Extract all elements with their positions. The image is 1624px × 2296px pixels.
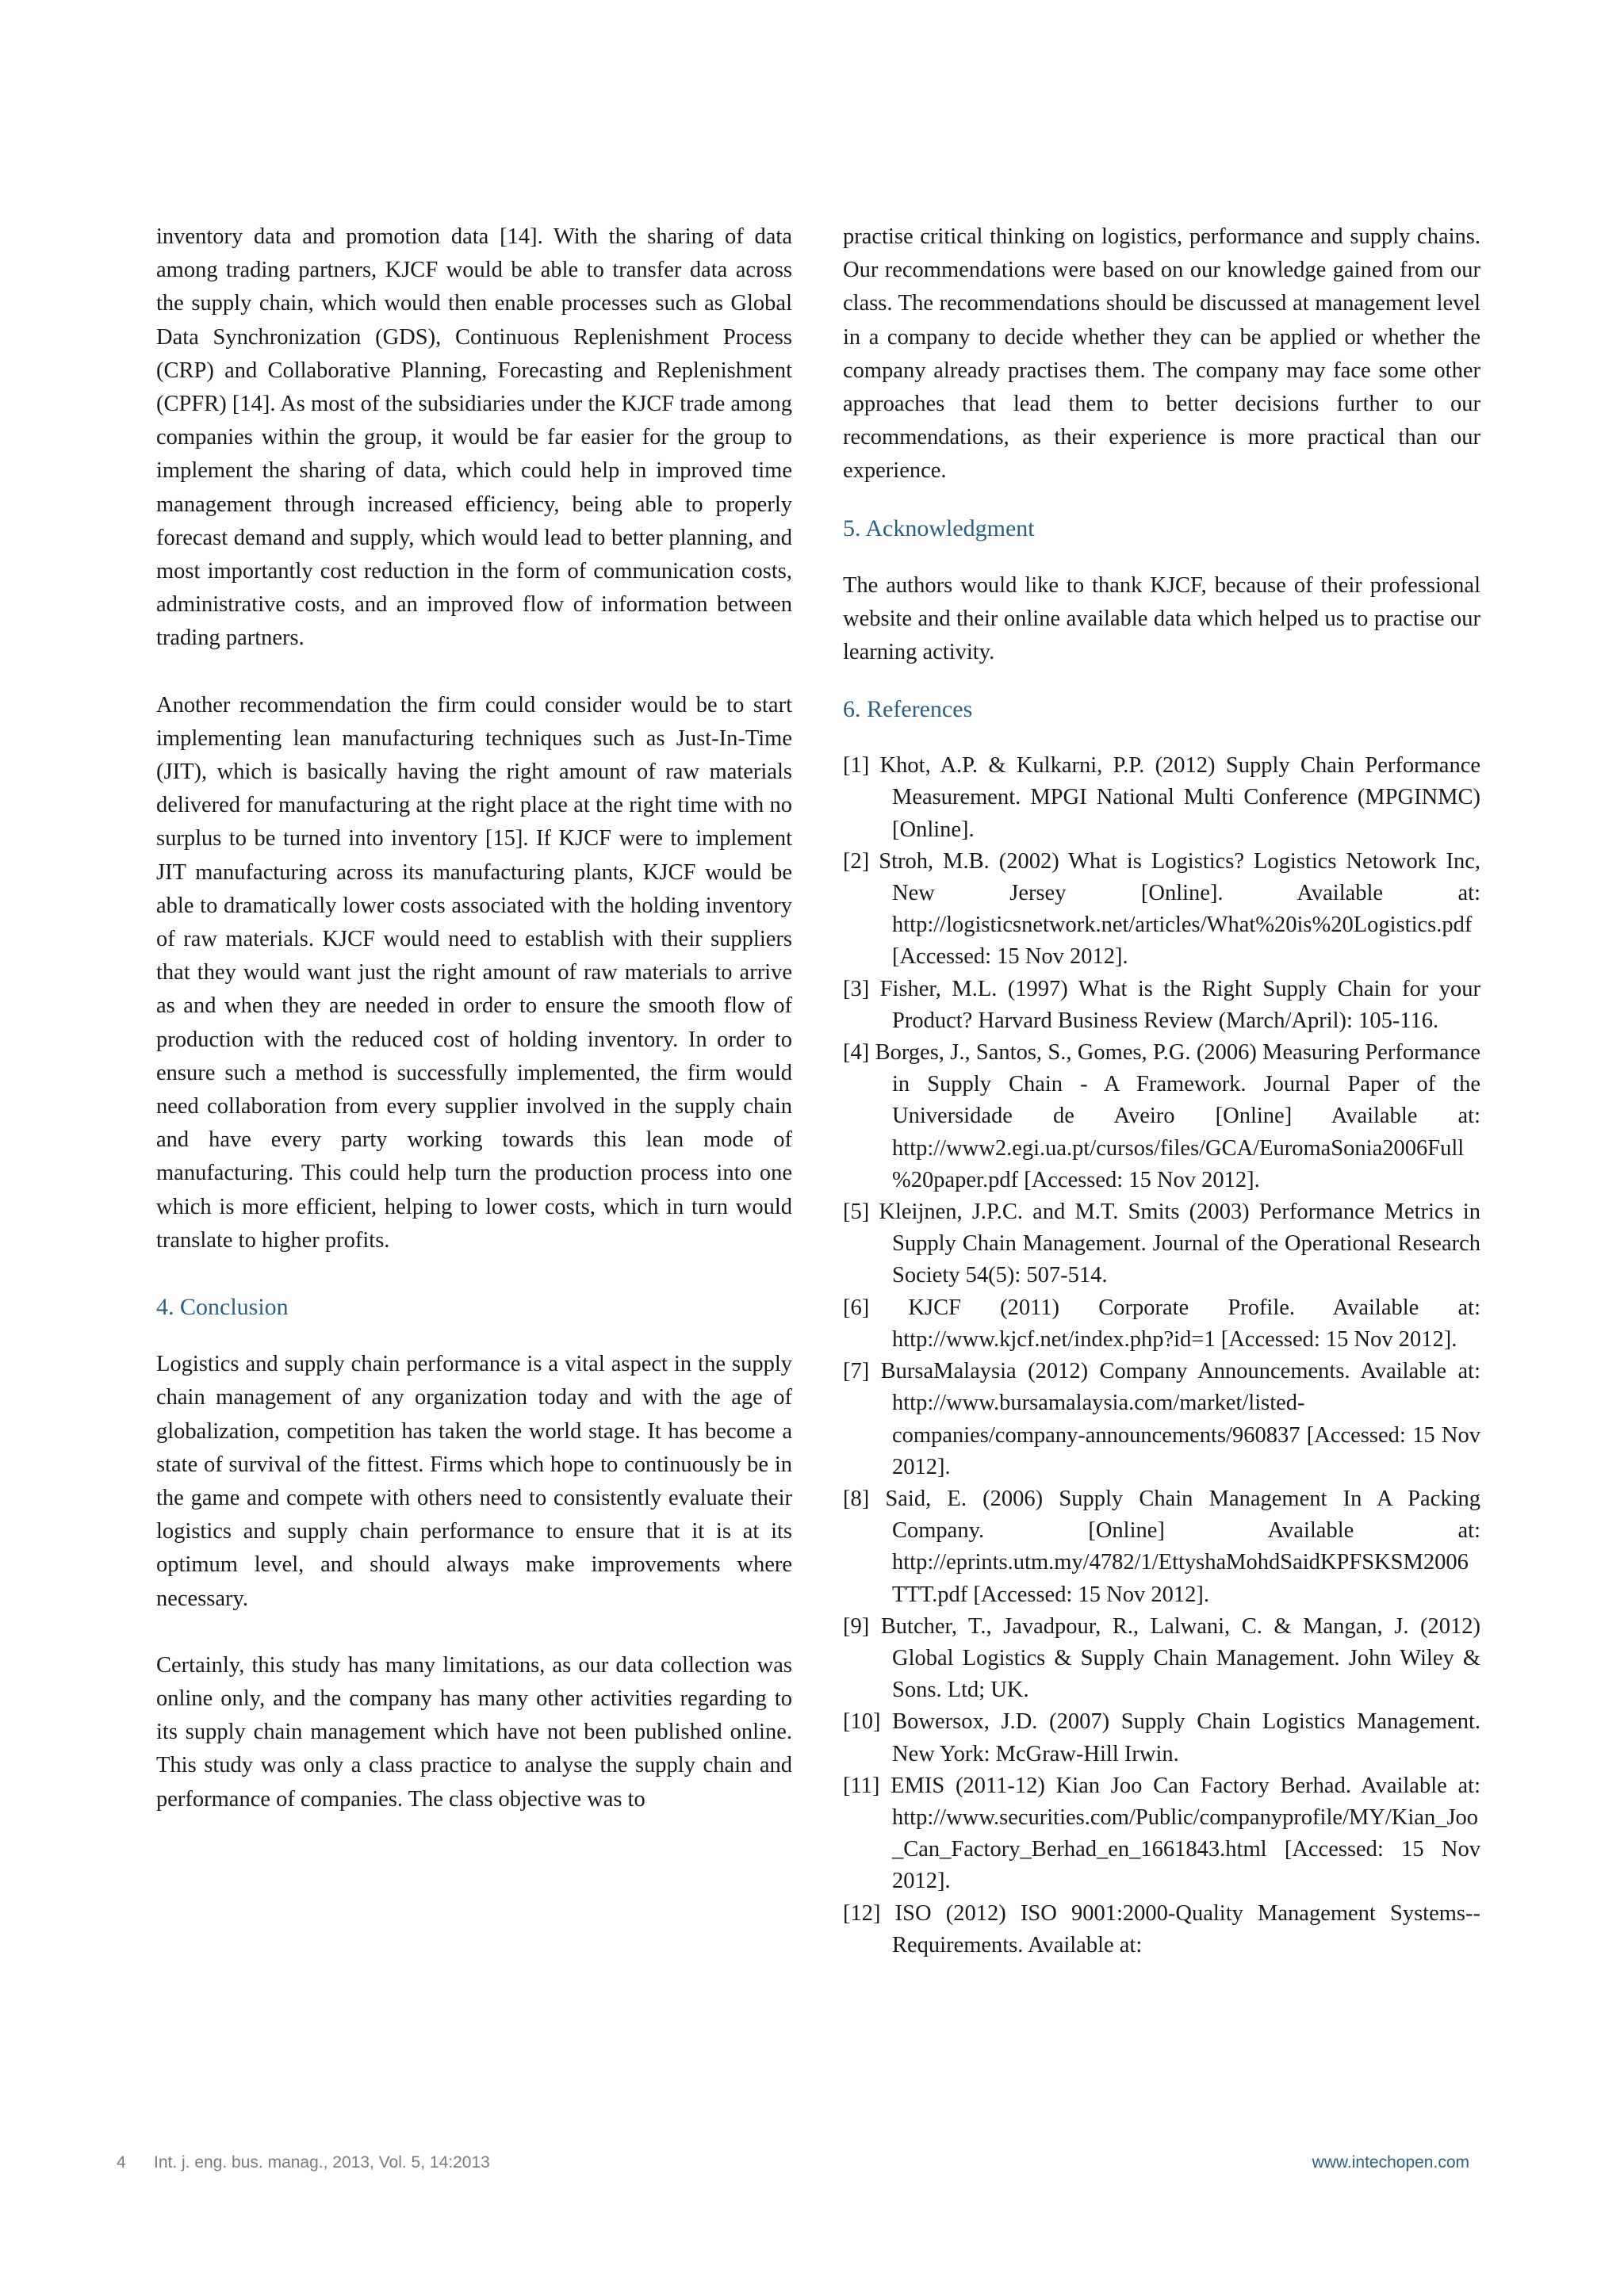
page-footer [0, 2153, 1624, 2177]
reference-item: [7] BursaMalaysia (2012) Company Announcements. Available at: http://www.bursamalaysia.com/market/listed-companies/company-announcements/960837 [Accessed: 15 Nov 2012]. [843, 1359, 1480, 1479]
conclusion-paragraph: Certainly, this study has many limitations, as our data collection was online only, and the company has many other activities regarding to its supply chain management which have not been published online. This study was only a class practice to analyse the supply chain and performance of companies. The class objective was to [156, 1652, 792, 1812]
body-paragraph: inventory data and promotion data [14]. With the sharing of data among trading partners, KJCF would be able to transfer data across the supply chain, which would then enable processes such as Global Data Synchronization (GDS), Continuous Replenishment Process (CRP) and Collaborative Planning, Forecasting and Replenishment (CPFR) [14]. As most of the subsidiaries under the KJCF trade among companies within the group, it would be far easier for the group to implement the sharing of data, which could help in improved time management through increased efficiency, being able to properly forecast demand and supply, which would lead to better planning, and most importantly cost reduction in the form of communication costs, administrative costs, and an improved flow of information between trading partners. [156, 224, 792, 651]
section-heading-acknowledgment: 5. Acknowledgment [843, 515, 1035, 541]
body-paragraph: Another recommendation the firm could consider would be to start implementing lean manufacturing techniques such as Just-In-Time (JIT), which is basically having the right amount of raw materials delivered for manufacturing at the right place at the right time with no surplus to be turned into inventory [15]. If KJCF were to implement JIT manufacturing across its manufacturing plants, KJCF would be able to dramatically lower costs associated with the holding inventory of raw materials. KJCF would need to establish with their suppliers that they would want just the right amount of raw materials to arrive as and when they are needed in order to ensure the smooth flow of production with the reduced cost of holding inventory. In order to ensure such a method is successfully implemented, the firm would need collaboration from every supplier involved in the supply chain and have every party working towards this lean mode of manufacturing. This could help turn the production process into one which is more efficient, helping to lower costs, which in turn would translate to higher profits. [156, 692, 792, 1253]
left-column [156, 220, 792, 1816]
reference-item: [12] ISO (2012) ISO 9001:2000-Quality Management Systems--Requirements. Available at: [843, 1900, 1480, 1957]
reference-item: [5] Kleijnen, J.P.C. and M.T. Smits (2003) Performance Metrics in Supply Chain Management. Journal of the Operational Research Society 54(5): 507-514. [843, 1200, 1480, 1288]
body-paragraph: practise critical thinking on logistics, performance and supply chains. Our recommendations were based on our knowledge gained from our class. The recommendations should be discussed at management level in a company to decide whether they can be applied or whether the company already practises them. The company may face some other approaches that lead them to better decisions further to our recommendations, as their experience is more practical than our experience. [843, 224, 1480, 484]
right-column [843, 220, 1480, 1961]
reference-item: [8] Said, E. (2006) Supply Chain Management In A Packing Company. [Online] Available at: http://eprints.utm.my/4782/1/EttyshaMohdSaidKPFSKSM2006TTT.pdf [Accessed: 15 Nov 2012]. [843, 1486, 1480, 1607]
page-number: 4 [117, 2153, 126, 2172]
reference-item: [10] Bowersox, J.D. (2007) Supply Chain Logistics Management. New York: McGraw-Hill Irwin. [843, 1709, 1480, 1766]
reference-item: [3] Fisher, M.L. (1997) What is the Right Supply Chain for your Product? Harvard Business Review (March/April): 105-116. [843, 976, 1480, 1033]
section-heading-references: 6. References [843, 696, 973, 723]
reference-item: [1] Khot, A.P. & Kulkarni, P.P. (2012) Supply Chain Performance Measurement. MPGI National Multi Conference (MPGINMC) [Online]. [843, 753, 1480, 842]
reference-item: [6] KJCF (2011) Corporate Profile. Available at: http://www.kjcf.net/index.php?id=1 [Accessed: 15 Nov 2012]. [843, 1295, 1480, 1352]
journal-citation: Int. j. eng. bus. manag., 2013, Vol. 5, 14:2013 [154, 2153, 490, 2172]
reference-item: [9] Butcher, T., Javadpour, R., Lalwani, C. & Mangan, J. (2012) Global Logistics & Supply Chain Management. John Wiley & Sons. Ltd; UK. [843, 1613, 1480, 1703]
website-link[interactable]: www.intechopen.com [1312, 2153, 1469, 2172]
reference-item: [4] Borges, J., Santos, S., Gomes, P.G. (2006) Measuring Performance in Supply Chain - A Framework. Journal Paper of the Universidade de Aveiro [Online] Available at: http://www2.egi.ua.pt/cursos/files/GCA/EuromaSonia2006Full%20paper.pdf [Accessed: 15 Nov 2012]. [843, 1040, 1480, 1192]
conclusion-paragraph: Logistics and supply chain performance is a vital aspect in the supply chain management of any organization today and with the age of globalization, competition has taken the world stage. It has become a state of survival of the fittest. Firms which hope to continuously be in the game and compete with others need to consistently evaluate their logistics and supply chain performance to ensure that it is at its optimum level, and should always make improvements where necessary. [156, 1352, 792, 1611]
reference-item: [11] EMIS (2011-12) Kian Joo Can Factory Berhad. Available at: http://www.securities.com/Public/companyprofile/MY/Kian_Joo_Can_Factory_Berhad_en_1661843.html [Accessed: 15 Nov 2012]. [843, 1773, 1480, 1894]
section-heading-conclusion: 4. Conclusion [156, 1294, 289, 1321]
acknowledgment-paragraph: The authors would like to thank KJCF, because of their professional website and their online available data which helped us to practise our learning activity. [843, 572, 1480, 665]
reference-item: [2] Stroh, M.B. (2002) What is Logistics? Logistics Netowork Inc, New Jersey [Online]. Available at: http://logisticsnetwork.net/articles/What%20is%20Logistics.pdf [Accessed: 15 Nov 2012]. [843, 848, 1480, 970]
reference-list [843, 750, 1480, 1961]
